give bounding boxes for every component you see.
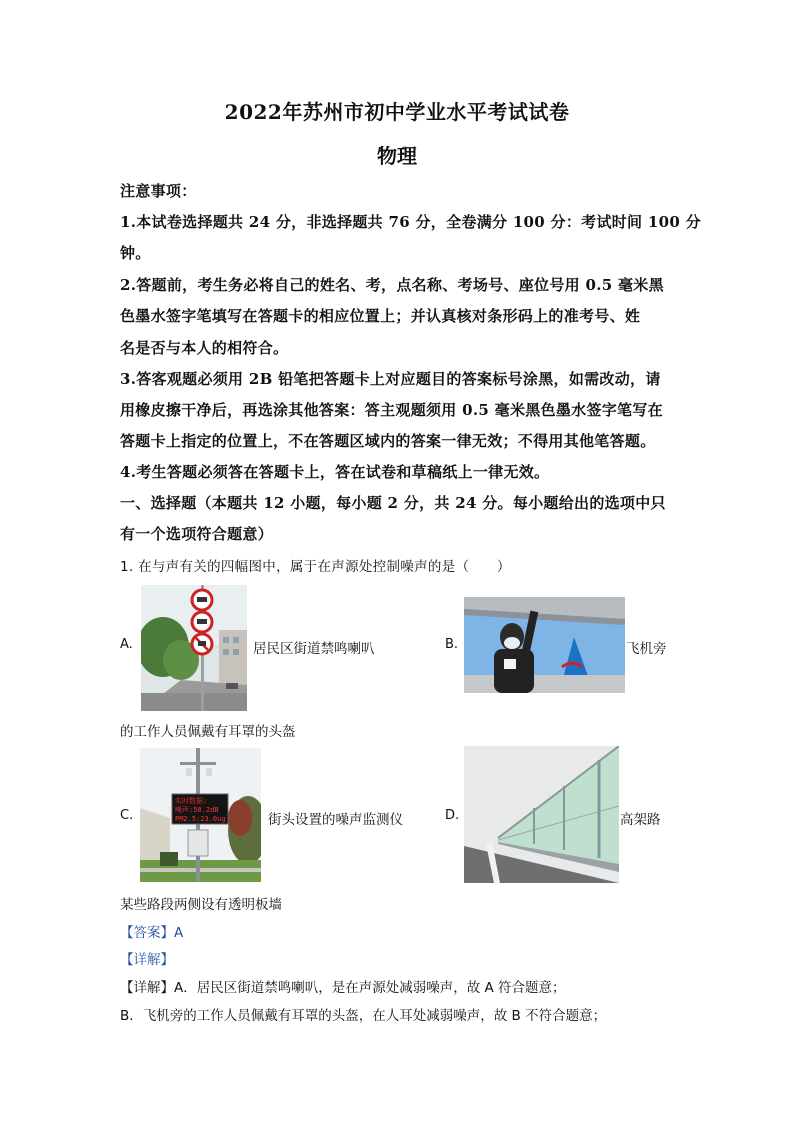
question-stem: 1. 在与声有关的四幅图中，属于在声源处控制噪声的是（ ） xyxy=(120,559,511,575)
notes-line: 色墨水签字笔填写在答题卡的相应位置上；并认真核对条形码上的准考号、姓 xyxy=(120,307,641,325)
option-c-text: 街头设置的噪声监测仪 xyxy=(268,812,403,828)
exam-subject: 物理 xyxy=(377,144,417,168)
option-d-text: 高架路 xyxy=(620,812,661,828)
option-c-photo-noise-monitor xyxy=(140,748,261,882)
option-b-photo-airport-worker xyxy=(464,597,625,693)
option-a-photo-street-sign xyxy=(141,585,247,711)
notes-line: 钟。 xyxy=(120,244,151,262)
option-c-letter: C. xyxy=(120,808,134,823)
option-b-letter: B. xyxy=(445,637,459,652)
option-d-letter: D. xyxy=(445,808,460,823)
detail-a: 【详解】A．居民区街道禁鸣喇叭，是在声源处减弱噪声，故 A 符合题意； xyxy=(120,980,566,996)
notes-line: 名是否与本人的相符合。 xyxy=(120,339,289,357)
option-d-text-cont: 某些路段两侧设有透明板墙 xyxy=(120,897,282,913)
option-a-text: 居民区街道禁鸣喇叭 xyxy=(253,641,375,657)
notes-line: 答题卡上指定的位置上，不在答题区域内的答案一律无效；不得用其他笔答题。 xyxy=(120,432,656,450)
notes-line: 3.答客观题必须用 2B 铅笔把答题卡上对应题目的答案标号涂黑，如需改动，请 xyxy=(120,370,661,388)
detail-label: 【详解】 xyxy=(120,952,174,968)
notes-heading: 注意事项： xyxy=(120,182,197,200)
section-heading: 一、选择题（本题共 12 小题，每小题 2 分，共 24 分。每小题给出的选项中只 xyxy=(120,494,666,512)
answer-label: 【答案】A xyxy=(120,925,184,941)
sign-line-2: 噪声:58.2dB xyxy=(175,806,219,814)
exam-title: 2022年苏州市初中学业水平考试试卷 xyxy=(224,100,570,124)
sign-line-3: PM2.5:23.0ug xyxy=(175,815,226,823)
sign-line-1: 实时数据: xyxy=(175,797,208,805)
notes-line: 2.答题前，考生务必将自己的姓名、考，点名称、考场号、座位号用 0.5 毫米黑 xyxy=(120,276,664,294)
option-d-photo-sound-barrier xyxy=(464,746,619,883)
notes-line: 4.考生答题必须答在答题卡上，答在试卷和草稿纸上一律无效。 xyxy=(120,463,550,481)
option-b-text: 飞机旁 xyxy=(626,641,667,657)
section-heading-cont: 有一个选项符合题意） xyxy=(120,525,274,543)
notes-line: 用橡皮擦干净后，再选涂其他答案：答主观题须用 0.5 毫米黑色墨水签字笔写在 xyxy=(120,401,663,419)
detail-b: B．飞机旁的工作人员佩戴有耳罩的头盔，在人耳处减弱噪声，故 B 不符合题意； xyxy=(120,1008,607,1024)
option-a-letter: A. xyxy=(120,637,133,652)
option-b-text-cont: 的工作人员佩戴有耳罩的头盔 xyxy=(120,724,296,740)
notes-line: 1.本试卷选择题共 24 分，非选择题共 76 分，全卷满分 100 分：考试时间 100 分 xyxy=(120,213,701,231)
